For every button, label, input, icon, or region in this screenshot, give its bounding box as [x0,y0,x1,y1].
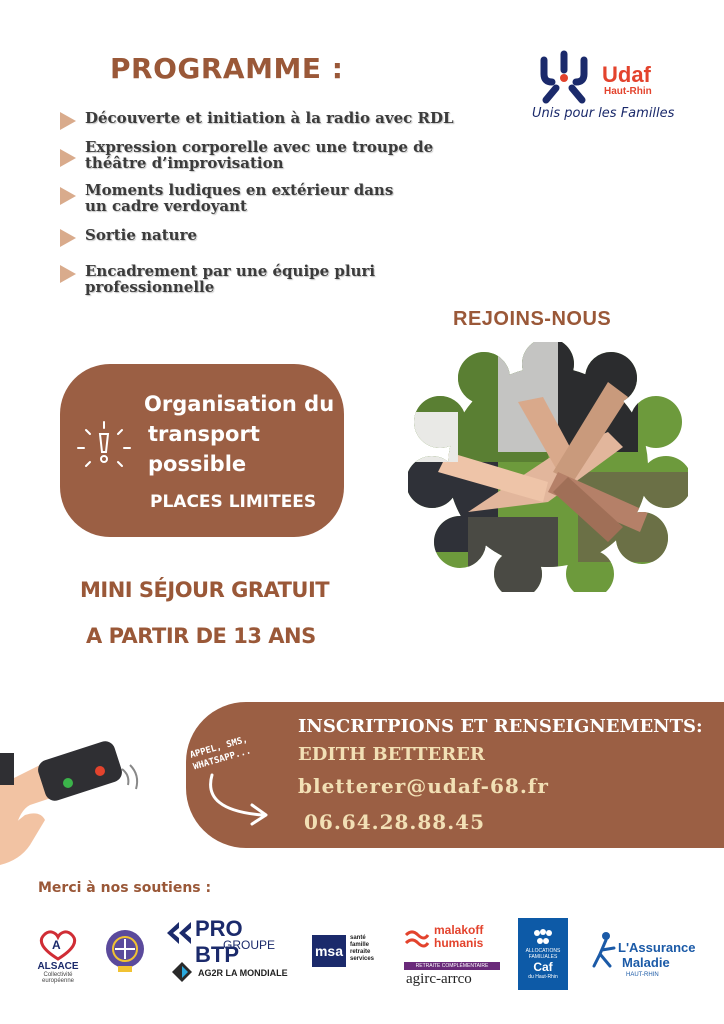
program-item-text: Sortie nature [85,226,198,244]
malakoff-name1: malakoff [434,923,484,937]
bullet-triangle-icon [60,229,76,247]
udaf-family-icon [534,48,604,108]
msa-sub1: santé [350,935,366,941]
assurance-figure-icon [590,930,620,970]
program-item [60,139,440,171]
bullet-triangle-icon [60,265,76,283]
probtp-chevron-icon [165,920,195,946]
transport-line1: Organisation du [144,392,335,416]
sejour-line1: MINI SÉJOUR GRATUIT [80,578,330,602]
join-label: REJOINS-NOUS [453,308,612,330]
program-item [60,263,390,295]
probtp-logo [165,916,285,967]
sponsors-heading: Merci à nos soutiens : [38,880,212,896]
caf-logo [518,918,568,990]
hands-together-photo [408,342,688,592]
program-title: PROGRAMME : [110,52,344,85]
places-limitees: PLACES LIMITEES [150,492,317,512]
ag2r-logo [170,960,290,984]
caf-name: Caf [533,960,553,974]
program-item [60,227,460,247]
phone-hand-icon [0,735,150,865]
contact-banner [186,702,724,848]
bullet-triangle-icon [60,149,76,167]
ag2r-diamond-icon [170,960,194,984]
msa-logo [312,935,387,969]
program-item-text: Découverte et initiation à la radio avec RDL [85,109,454,127]
contact-note: APPEL, SMS, WHATSAPP... [188,734,253,773]
am-sub: HAUT-RHIN [626,972,659,978]
contact-phone[interactable]: 06.64.28.88.45 [304,810,486,834]
malakoff-logo [404,923,504,959]
bullet-triangle-icon [60,187,76,205]
malakoff-wave-icon [404,927,430,949]
bullet-triangle-icon [60,112,76,130]
contact-name: EDITH BETTERER [298,744,485,765]
assurance-maladie-logo [590,930,696,990]
sejour-line2: A PARTIR DE 13 ANS [86,624,316,648]
transport-line3: possible [148,452,247,476]
agirc-arrco-logo [404,962,500,990]
am-name2: Maladie [622,955,670,970]
agirc-name: agirc-arrco [406,971,472,987]
contact-email[interactable]: bletterer@udaf-68.fr [298,774,549,798]
caf-sub3: du Haut-Rhin [528,974,558,980]
agirc-sub: RETRAITE COMPLÉMENTAIRE [404,962,500,970]
arrow-icon [202,770,282,830]
msa-sub3: retraite [350,949,371,955]
transport-box [60,364,344,537]
probtp-sub: GROUPE [223,938,276,952]
alsace-name: ALSACE [37,960,79,972]
msa-sub2: famille [350,942,370,948]
caf-sub1: ALLOCATIONS [525,948,561,954]
alsace-heart-icon [38,929,78,961]
program-item [60,182,400,214]
caf-family-icon [531,928,555,948]
circle-emblem-logo [104,928,146,974]
program-item-text: Expression corporelle avec une troupe de théâtre d’improvisation [85,138,434,172]
svg-text:A: A [52,937,61,952]
alsace-sub2: européenne [41,977,75,984]
alsace-logo [30,925,86,987]
program-item [60,110,460,130]
contact-heading: INSCRITPIONS ET RENSEIGNEMENTS: [298,716,703,737]
program-item-text: Moments ludiques en extérieur dans un cadre verdoyant [85,181,394,215]
alsace-sub1: Collectivité [43,971,73,978]
ag2r-name: AG2R LA MONDIALE [198,968,288,978]
program-item-text: Encadrement par une équipe pluri professionnelle [85,262,376,296]
exclamation-icon [74,418,134,478]
udaf-region: Haut-Rhin [604,86,652,97]
udaf-name: Udaf [602,62,651,87]
caf-sub2: FAMILIALES [528,954,558,960]
malakoff-name2: humanis [434,936,484,950]
probtp-name: PRO BTP [195,916,243,967]
udaf-logo [530,48,680,138]
udaf-tagline: Unis pour les Familles [532,106,675,121]
msa-name: msa [312,935,346,967]
msa-sub4: services [350,956,375,962]
am-name1: L'Assurance [618,940,696,955]
transport-line2: transport [148,422,260,446]
